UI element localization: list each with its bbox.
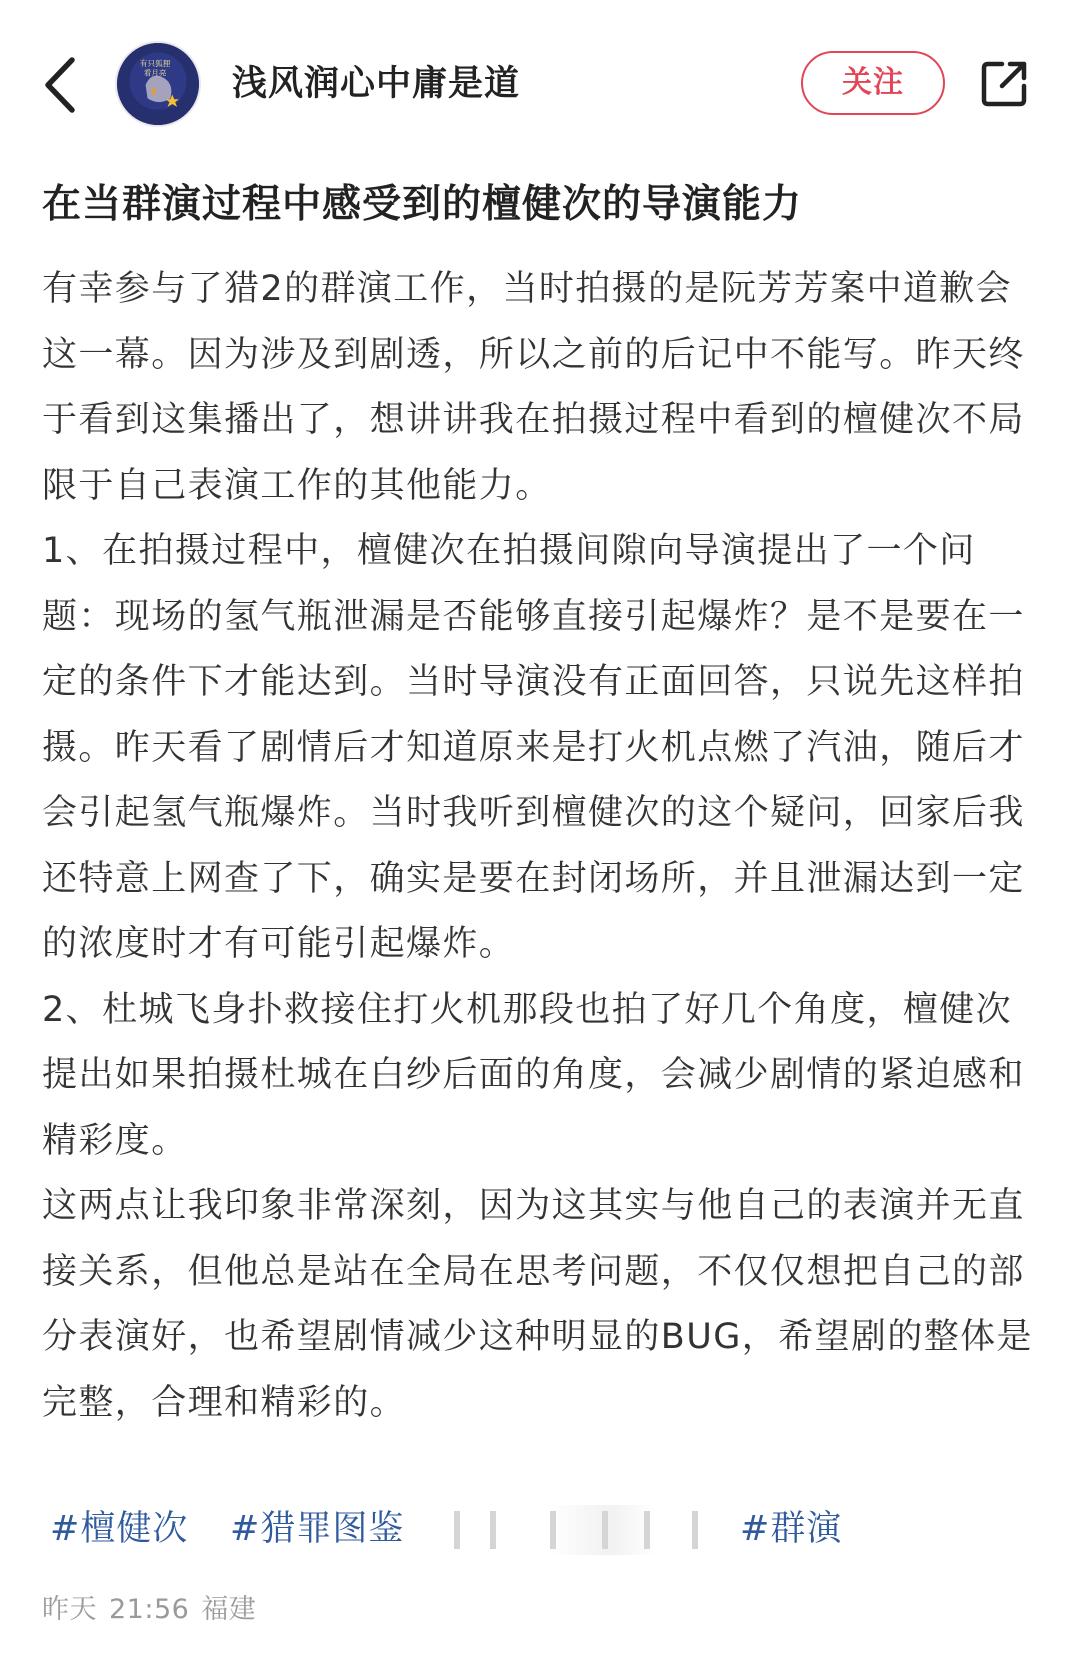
share-icon [978, 58, 1030, 110]
post-location: 福建 [201, 1594, 257, 1625]
post-meta [42, 1590, 268, 1630]
post-time: 21:56 [109, 1594, 190, 1625]
svg-text:看月亮: 看月亮 [143, 68, 167, 78]
share-button[interactable] [978, 58, 1030, 110]
tag-link[interactable]: #檀健次 [50, 1509, 189, 1549]
post-title: 在当群演过程中感受到的檀健次的导演能力 [42, 182, 803, 227]
avatar-image [117, 43, 199, 125]
post-body [42, 257, 1047, 1436]
post-date: 昨天 [42, 1594, 97, 1625]
back-button[interactable] [38, 52, 86, 118]
post-paragraph: 这两点让我印象非常深刻，因为这其实与他自己的表演并无直接关系，但他总是站在全局在思考问题，不仅仅想把自己的部分表演好，也希望剧情减少这种明显的BUG，希望剧的整体是完整，合理和精彩的。 [42, 1186, 1033, 1423]
tag-link[interactable]: #猎罪图鉴 [230, 1509, 405, 1549]
svg-text:有只狐狸: 有只狐狸 [139, 58, 171, 68]
post-tags [50, 1501, 1050, 1557]
tag-link[interactable]: #群演 [740, 1509, 843, 1549]
post-paragraph: 2、杜城飞身扑救接住打火机那段也拍了好几个角度，檀健次提出如果拍摄杜城在白纱后面的角度，会减少剧情的紧迫感和精彩度。 [42, 989, 1025, 1161]
post-paragraph: 1、在拍摄过程中，檀健次在拍摄间隙向导演提出了一个问题：现场的氢气瓶泄漏是否能够直接引起爆炸？是不是要在一定的条件下才能达到。当时导演没有正面回答，只说先这样拍摄。昨天看了剧情后才知道原来是打火机点燃了汽油，随后才会引起氢气瓶爆炸。当时我听到檀健次的这个疑问，回家后我还特意上网查了下，确实是要在封闭场所，并且泄漏达到一定的浓度时才有可能引起爆炸。 [42, 531, 1025, 964]
post-header [0, 0, 1080, 170]
author-avatar[interactable] [115, 41, 201, 127]
chevron-left-icon [38, 52, 86, 118]
post-paragraph: 有幸参与了猎2的群演工作，当时拍摄的是阮芳芳案中道歉会这一幕。因为涉及到剧透，所以之前的后记中不能写。昨天终于看到这集播出了，想讲讲我在拍摄过程中看到的檀健次不局限于自己表演工作的其他能力。 [42, 269, 1025, 506]
obscured-region [430, 1505, 730, 1555]
author-name[interactable]: 浅风润心中庸是道 [232, 64, 521, 104]
follow-button[interactable]: 关注 [801, 51, 945, 115]
